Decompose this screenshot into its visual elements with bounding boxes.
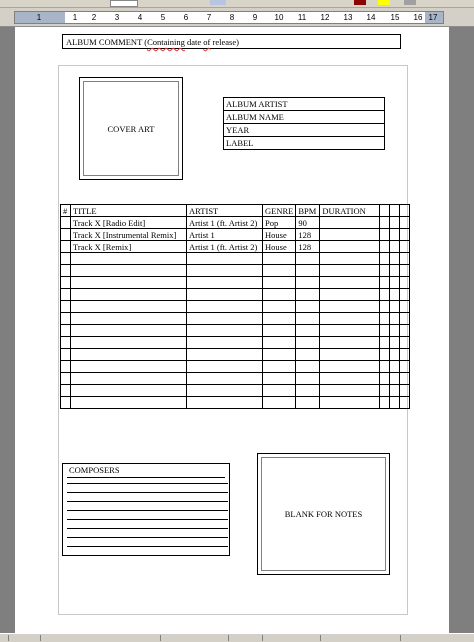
empty-track-cell[interactable] [380,361,390,373]
composer-cell[interactable] [67,529,228,538]
empty-track-cell[interactable] [296,277,320,289]
label-cell[interactable]: LABEL [224,137,385,150]
font-color-swatch[interactable] [354,0,366,5]
empty-track-cell[interactable] [187,265,263,277]
empty-track-cell[interactable] [61,289,71,301]
empty-track-cell[interactable] [390,301,400,313]
empty-track-cell[interactable] [320,361,380,373]
album-comment-text: ALBUM COMMENT (Containing date of release) [66,37,239,47]
track-title-cell[interactable]: Track X [Remix] [71,241,187,253]
composers-table [67,483,228,547]
empty-track-cell[interactable] [263,265,296,277]
status-separator [228,635,229,641]
empty-track-cell[interactable] [320,301,380,313]
track-extra-cell[interactable] [380,217,390,229]
empty-track-cell[interactable] [320,289,380,301]
album-comment-field[interactable] [62,34,401,49]
empty-track-cell[interactable] [320,325,380,337]
track-row [61,217,410,229]
status-separator [400,635,401,641]
empty-track-cell[interactable] [320,277,380,289]
track-number-cell[interactable] [61,241,71,253]
track-artist-cell[interactable]: Artist 1 (ft. Artist 2) [187,241,263,253]
empty-track-cell[interactable] [400,265,410,277]
track-extra-cell[interactable] [400,241,410,253]
toolbar-strip [0,0,474,8]
track-number-cell[interactable] [61,229,71,241]
empty-track-row [61,265,410,277]
ruler-number: 10 [274,13,284,22]
empty-track-cell[interactable] [296,301,320,313]
composer-cell[interactable] [67,511,228,520]
empty-track-cell[interactable] [320,265,380,277]
empty-track-cell[interactable] [400,301,410,313]
track-title-cell[interactable]: Track X [Instrumental Remix] [71,229,187,241]
track-duration-cell[interactable] [320,241,380,253]
empty-track-cell[interactable] [187,313,263,325]
empty-track-cell[interactable] [187,289,263,301]
ruler-number: 1 [72,13,78,22]
toolbar-button[interactable] [110,0,138,7]
column-header-number: # [61,205,71,217]
empty-track-cell[interactable] [320,313,380,325]
empty-track-cell[interactable] [296,337,320,349]
composers-label: COMPOSERS [69,465,120,475]
empty-track-cell[interactable] [263,361,296,373]
empty-track-cell[interactable] [263,325,296,337]
empty-track-cell[interactable] [390,325,400,337]
empty-track-cell[interactable] [390,265,400,277]
empty-track-cell[interactable] [380,265,390,277]
track-genre-cell[interactable]: House [263,229,296,241]
empty-track-cell[interactable] [380,289,390,301]
empty-track-cell[interactable] [390,373,400,385]
empty-track-cell[interactable] [296,313,320,325]
album-info-table [223,97,385,150]
tracks-table [60,204,410,409]
empty-track-cell[interactable] [380,373,390,385]
empty-track-cell[interactable] [61,277,71,289]
track-artist-cell[interactable]: Artist 1 (ft. Artist 2) [187,217,263,229]
empty-track-cell[interactable] [71,385,187,397]
empty-track-cell[interactable] [263,337,296,349]
empty-track-cell[interactable] [61,373,71,385]
toolbar-button[interactable] [404,0,416,5]
empty-track-cell[interactable] [400,385,410,397]
empty-track-cell[interactable] [400,253,410,265]
empty-track-cell[interactable] [61,265,71,277]
empty-track-row [61,361,410,373]
empty-track-cell[interactable] [380,385,390,397]
empty-track-cell[interactable] [187,301,263,313]
ruler-number: 17 [428,13,438,22]
toolbar-button[interactable] [210,0,226,5]
column-header-bpm: BPM [296,205,320,217]
column-header-extra [400,205,410,217]
status-separator [262,635,263,641]
track-bpm-cell[interactable]: 128 [296,229,320,241]
track-extra-cell[interactable] [390,229,400,241]
empty-track-row [61,373,410,385]
composer-cell[interactable] [67,484,228,493]
empty-track-cell[interactable] [400,397,410,409]
empty-track-cell[interactable] [296,385,320,397]
empty-track-cell[interactable] [320,349,380,361]
empty-track-cell[interactable] [390,397,400,409]
empty-track-cell[interactable] [380,397,390,409]
empty-track-row [61,385,410,397]
empty-track-cell[interactable] [400,373,410,385]
empty-track-cell[interactable] [71,373,187,385]
empty-track-cell[interactable] [296,397,320,409]
column-header-duration: DURATION [320,205,380,217]
composer-row [67,484,228,493]
empty-track-cell[interactable] [320,373,380,385]
empty-track-cell[interactable] [400,277,410,289]
empty-track-row [61,301,410,313]
empty-track-cell[interactable] [263,349,296,361]
column-header-artist: ARTIST [187,205,263,217]
composer-row [67,538,228,547]
composer-cell[interactable] [67,538,228,547]
empty-track-cell[interactable] [390,385,400,397]
empty-track-cell[interactable] [71,265,187,277]
empty-track-cell[interactable] [390,313,400,325]
empty-track-cell[interactable] [71,325,187,337]
empty-track-cell[interactable] [61,313,71,325]
ruler-number: 15 [390,13,400,22]
empty-track-cell[interactable] [187,361,263,373]
track-duration-cell[interactable] [320,229,380,241]
empty-track-cell[interactable] [380,325,390,337]
empty-track-cell[interactable] [187,373,263,385]
empty-track-cell[interactable] [61,301,71,313]
empty-track-row [61,397,410,409]
empty-track-cell[interactable] [263,397,296,409]
status-separator [320,635,321,641]
empty-track-cell[interactable] [390,337,400,349]
empty-track-cell[interactable] [320,253,380,265]
track-genre-cell[interactable]: House [263,241,296,253]
empty-track-cell[interactable] [390,289,400,301]
empty-track-cell[interactable] [263,385,296,397]
track-bpm-cell[interactable]: 128 [296,241,320,253]
composer-row [67,511,228,520]
ruler-number: 7 [206,13,212,22]
empty-track-cell[interactable] [71,337,187,349]
notes-label: BLANK FOR NOTES [261,457,386,571]
empty-track-cell[interactable] [320,385,380,397]
column-header-genre: GENRE [263,205,296,217]
empty-track-cell[interactable] [263,301,296,313]
empty-track-cell[interactable] [187,385,263,397]
year-cell[interactable]: YEAR [224,124,385,137]
empty-track-cell[interactable] [390,349,400,361]
empty-track-row [61,313,410,325]
track-genre-cell[interactable]: Pop [263,217,296,229]
empty-track-cell[interactable] [187,277,263,289]
highlight-color-swatch[interactable] [378,0,390,5]
ruler-number: 12 [320,13,330,22]
track-duration-cell[interactable] [320,217,380,229]
column-header-extra [380,205,390,217]
empty-track-cell[interactable] [400,289,410,301]
empty-track-cell[interactable] [390,253,400,265]
track-extra-cell[interactable] [400,229,410,241]
empty-track-cell[interactable] [61,325,71,337]
empty-track-cell[interactable] [400,361,410,373]
status-separator [160,635,161,641]
empty-track-cell[interactable] [71,289,187,301]
ruler-number: 9 [252,13,258,22]
ruler-number: 3 [114,13,120,22]
cover-art-label: COVER ART [83,81,179,176]
empty-track-cell[interactable] [380,277,390,289]
empty-track-cell[interactable] [263,313,296,325]
empty-track-cell[interactable] [400,337,410,349]
empty-track-cell[interactable] [296,289,320,301]
empty-track-cell[interactable] [61,397,71,409]
empty-track-cell[interactable] [187,325,263,337]
empty-track-cell[interactable] [380,253,390,265]
composer-row [67,529,228,538]
empty-track-cell[interactable] [61,253,71,265]
empty-track-cell[interactable] [61,337,71,349]
track-title-cell[interactable]: Track X [Radio Edit] [71,217,187,229]
empty-track-cell[interactable] [263,289,296,301]
track-extra-cell[interactable] [390,241,400,253]
empty-track-cell[interactable] [380,337,390,349]
ruler-number: 4 [137,13,143,22]
empty-track-cell[interactable] [380,349,390,361]
cover-art-box[interactable] [79,77,183,180]
composer-row [67,502,228,511]
empty-track-row [61,337,410,349]
empty-track-cell[interactable] [187,337,263,349]
empty-track-cell[interactable] [71,397,187,409]
column-header-extra [390,205,400,217]
empty-track-row [61,349,410,361]
empty-track-row [61,277,410,289]
empty-track-cell[interactable] [71,301,187,313]
ruler-number: 2 [91,13,97,22]
empty-track-cell[interactable] [296,265,320,277]
empty-track-cell[interactable] [187,397,263,409]
empty-track-row [61,253,410,265]
empty-track-cell[interactable] [380,301,390,313]
album-artist-cell[interactable]: ALBUM ARTIST [224,98,385,111]
composer-cell[interactable] [67,493,228,502]
empty-track-cell[interactable] [187,349,263,361]
track-row [61,241,410,253]
empty-track-cell[interactable] [263,253,296,265]
composer-row [67,493,228,502]
tracks-header-row [61,205,410,217]
composer-cell[interactable] [67,502,228,511]
empty-track-cell[interactable] [320,337,380,349]
empty-track-cell[interactable] [187,253,263,265]
ruler-number: 14 [366,13,376,22]
ruler-number: 13 [343,13,353,22]
notes-box[interactable] [257,453,390,575]
status-separator [8,635,9,641]
status-separator [40,635,41,641]
empty-track-cell[interactable] [320,397,380,409]
composers-underline [67,477,225,478]
track-extra-cell[interactable] [390,217,400,229]
empty-track-cell[interactable] [296,361,320,373]
empty-track-row [61,325,410,337]
ruler-number: 16 [413,13,423,22]
empty-track-cell[interactable] [390,361,400,373]
ruler-number: 5 [160,13,166,22]
empty-track-cell[interactable] [71,349,187,361]
empty-track-cell[interactable] [400,313,410,325]
empty-track-cell[interactable] [71,253,187,265]
horizontal-ruler[interactable] [0,8,474,27]
track-number-cell[interactable] [61,217,71,229]
empty-track-cell[interactable] [263,373,296,385]
track-extra-cell[interactable] [380,229,390,241]
empty-track-cell[interactable] [71,361,187,373]
empty-track-cell[interactable] [296,253,320,265]
empty-track-cell[interactable] [400,349,410,361]
album-name-cell[interactable]: ALBUM NAME [224,111,385,124]
track-artist-cell[interactable]: Artist 1 [187,229,263,241]
empty-track-cell[interactable] [71,313,187,325]
empty-track-cell[interactable] [390,277,400,289]
empty-track-cell[interactable] [296,373,320,385]
column-header-title: TITLE [71,205,187,217]
empty-track-cell[interactable] [61,349,71,361]
composer-cell[interactable] [67,520,228,529]
track-bpm-cell[interactable]: 90 [296,217,320,229]
ruler-number: 6 [183,13,189,22]
ruler-number: 1 [36,13,42,22]
empty-track-cell[interactable] [61,361,71,373]
ruler-number: 11 [297,13,307,22]
track-row [61,229,410,241]
empty-track-cell[interactable] [296,349,320,361]
empty-track-row [61,289,410,301]
ruler-number: 8 [229,13,235,22]
empty-track-cell[interactable] [71,277,187,289]
empty-track-cell[interactable] [296,325,320,337]
vertical-scrollbar[interactable] [449,27,474,633]
empty-track-cell[interactable] [400,325,410,337]
track-extra-cell[interactable] [400,217,410,229]
empty-track-cell[interactable] [263,277,296,289]
track-extra-cell[interactable] [380,241,390,253]
empty-track-cell[interactable] [61,385,71,397]
composer-row [67,520,228,529]
ruler-track [14,11,444,24]
empty-track-cell[interactable] [380,313,390,325]
